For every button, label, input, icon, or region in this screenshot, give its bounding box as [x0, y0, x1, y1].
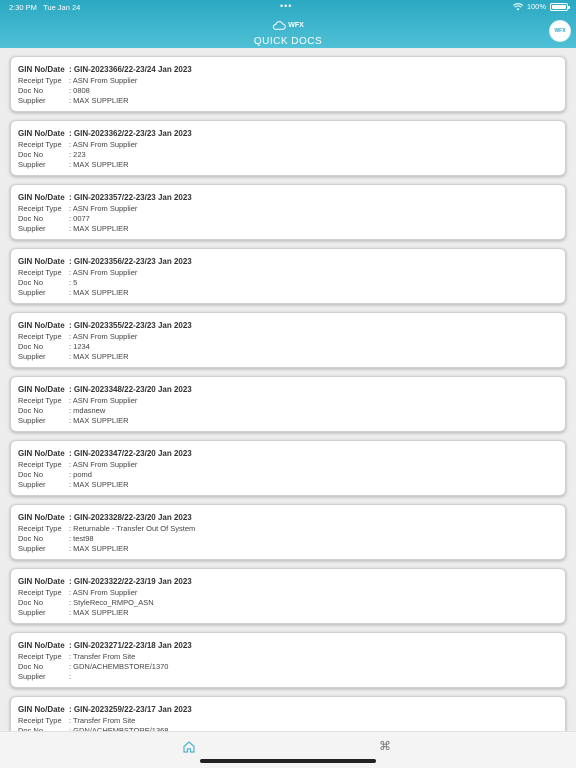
- supplier-row: [18, 224, 558, 234]
- gin-value: : GIN-2023366/22-23/24 Jan 2023: [69, 65, 192, 74]
- doc-no-row: [18, 534, 558, 544]
- supplier-value: :: [69, 671, 72, 681]
- gin-card[interactable]: [10, 184, 566, 240]
- gin-value: : GIN-2023271/22-23/18 Jan 2023: [69, 641, 192, 650]
- wifi-icon: [513, 3, 523, 11]
- status-bar: [0, 0, 576, 14]
- gin-row: [18, 449, 558, 460]
- supplier-label: Supplier: [18, 287, 46, 297]
- receipt-type-row: [18, 332, 558, 342]
- supplier-label: Supplier: [18, 543, 46, 553]
- gin-row: [18, 705, 558, 716]
- gin-label: GIN No/Date: [18, 385, 65, 394]
- supplier-row: [18, 544, 558, 554]
- gin-card[interactable]: [10, 568, 566, 624]
- gin-value: : GIN-2023356/22-23/23 Jan 2023: [69, 257, 192, 266]
- receipt-type-row: [18, 140, 558, 150]
- supplier-value: : MAX SUPPLIER: [69, 95, 129, 105]
- receipt-type-row: [18, 652, 558, 662]
- status-right: [513, 2, 568, 11]
- supplier-value: : MAX SUPPLIER: [69, 479, 129, 489]
- page-title: QUICK DOCS: [253, 36, 323, 47]
- gin-label: GIN No/Date: [18, 257, 65, 266]
- doc-no-label: Doc No: [18, 341, 44, 351]
- receipt-type-value: : ASN From Supplier: [69, 460, 138, 469]
- gin-card[interactable]: [10, 248, 566, 304]
- doc-no-value: : GDN/ACHEMBSTORE/1370: [69, 661, 169, 671]
- receipt-type-label: Receipt Type: [18, 652, 62, 661]
- status-date: Tue Jan 24: [43, 3, 81, 12]
- status-time-value: 2:30 PM: [9, 3, 37, 12]
- gin-label: GIN No/Date: [18, 449, 65, 458]
- receipt-type-value: : ASN From Supplier: [69, 204, 138, 213]
- gin-value: : GIN-2023328/22-23/20 Jan 2023: [69, 513, 192, 522]
- supplier-row: [18, 672, 558, 682]
- supplier-row: [18, 352, 558, 362]
- doc-no-value: : StyleReco_RMPO_ASN: [69, 597, 154, 607]
- receipt-type-row: [18, 460, 558, 470]
- gin-value: : GIN-2023355/22-23/23 Jan 2023: [69, 321, 192, 330]
- doc-no-row: [18, 406, 558, 416]
- gin-label: GIN No/Date: [18, 129, 65, 138]
- gin-value: : GIN-2023362/22-23/23 Jan 2023: [69, 129, 192, 138]
- receipt-type-row: [18, 204, 558, 214]
- receipt-type-label: Receipt Type: [18, 204, 62, 213]
- receipt-type-value: : ASN From Supplier: [69, 140, 138, 149]
- gin-value: : GIN-2023259/22-23/17 Jan 2023: [69, 705, 192, 714]
- gin-label: GIN No/Date: [18, 193, 65, 202]
- supplier-row: [18, 288, 558, 298]
- doc-no-row: [18, 86, 558, 96]
- gin-row: [18, 641, 558, 652]
- doc-no-value: : 5: [69, 277, 78, 287]
- doc-no-value: : mdasnew: [69, 405, 106, 415]
- gin-card[interactable]: [10, 120, 566, 176]
- doc-no-value: : 0808: [69, 85, 90, 95]
- supplier-label: Supplier: [18, 95, 46, 105]
- doc-no-label: Doc No: [18, 469, 44, 479]
- avatar-text: WFX: [554, 28, 566, 34]
- gin-card[interactable]: [10, 56, 566, 112]
- gin-label: GIN No/Date: [18, 641, 65, 650]
- gin-card[interactable]: [10, 632, 566, 688]
- doc-no-label: Doc No: [18, 661, 44, 671]
- supplier-value: : MAX SUPPLIER: [69, 415, 129, 425]
- gin-card[interactable]: [10, 376, 566, 432]
- receipt-type-label: Receipt Type: [18, 268, 62, 277]
- receipt-type-row: [18, 588, 558, 598]
- supplier-label: Supplier: [18, 415, 46, 425]
- doc-no-label: Doc No: [18, 85, 44, 95]
- doc-no-label: Doc No: [18, 149, 44, 159]
- doc-no-row: [18, 342, 558, 352]
- receipt-type-label: Receipt Type: [18, 460, 62, 469]
- gin-label: GIN No/Date: [18, 577, 65, 586]
- gin-row: [18, 193, 558, 204]
- receipt-type-value: : ASN From Supplier: [69, 332, 138, 341]
- receipt-type-value: : ASN From Supplier: [69, 268, 138, 277]
- supplier-value: : MAX SUPPLIER: [69, 543, 129, 553]
- app-header: [0, 0, 576, 48]
- gin-value: : GIN-2023357/22-23/23 Jan 2023: [69, 193, 192, 202]
- gin-value: : GIN-2023347/22-23/20 Jan 2023: [69, 449, 192, 458]
- supplier-row: [18, 416, 558, 426]
- supplier-value: : MAX SUPPLIER: [69, 607, 129, 617]
- doc-no-value: : 223: [69, 149, 86, 159]
- home-indicator: [200, 759, 376, 763]
- doc-no-row: [18, 278, 558, 288]
- gin-card[interactable]: [10, 504, 566, 560]
- doc-no-label: Doc No: [18, 533, 44, 543]
- doc-no-value: : test98: [69, 533, 94, 543]
- gin-row: [18, 65, 558, 76]
- receipt-type-label: Receipt Type: [18, 588, 62, 597]
- gin-value: : GIN-2023322/22-23/19 Jan 2023: [69, 577, 192, 586]
- brand: [0, 17, 576, 47]
- gin-row: [18, 513, 558, 524]
- home-icon[interactable]: [182, 740, 196, 754]
- doc-no-row: [18, 150, 558, 160]
- receipt-type-value: : Returnable - Transfer Out Of System: [69, 524, 196, 533]
- receipt-type-value: : ASN From Supplier: [69, 396, 138, 405]
- receipt-type-row: [18, 76, 558, 86]
- receipt-type-label: Receipt Type: [18, 76, 62, 85]
- supplier-label: Supplier: [18, 159, 46, 169]
- battery-icon: [550, 3, 568, 11]
- supplier-value: : MAX SUPPLIER: [69, 287, 129, 297]
- supplier-label: Supplier: [18, 479, 46, 489]
- receipt-type-value: : Transfer From Site: [69, 716, 136, 725]
- doc-no-label: Doc No: [18, 213, 44, 223]
- status-time: [9, 3, 80, 12]
- doc-no-value: : 1234: [69, 341, 90, 351]
- gin-label: GIN No/Date: [18, 513, 65, 522]
- receipt-type-row: [18, 716, 558, 726]
- receipt-type-label: Receipt Type: [18, 716, 62, 725]
- supplier-label: Supplier: [18, 223, 46, 233]
- supplier-row: [18, 96, 558, 106]
- supplier-value: : MAX SUPPLIER: [69, 159, 129, 169]
- gin-row: [18, 577, 558, 588]
- doc-no-row: [18, 470, 558, 480]
- supplier-label: Supplier: [18, 671, 46, 681]
- gin-label: GIN No/Date: [18, 705, 65, 714]
- avatar[interactable]: [549, 20, 571, 42]
- supplier-label: Supplier: [18, 607, 46, 617]
- gin-label: GIN No/Date: [18, 321, 65, 330]
- receipt-type-row: [18, 524, 558, 534]
- receipt-type-label: Receipt Type: [18, 396, 62, 405]
- cloud-icon: [272, 21, 286, 30]
- receipt-type-label: Receipt Type: [18, 140, 62, 149]
- brand-logo: [272, 20, 304, 32]
- gin-row: [18, 129, 558, 140]
- gin-row: [18, 385, 558, 396]
- supplier-row: [18, 480, 558, 490]
- doc-no-row: [18, 598, 558, 608]
- supplier-row: [18, 160, 558, 170]
- gin-label: GIN No/Date: [18, 65, 65, 74]
- receipt-type-value: : Transfer From Site: [69, 652, 136, 661]
- supplier-row: [18, 608, 558, 618]
- doc-no-label: Doc No: [18, 277, 44, 287]
- gin-row: [18, 257, 558, 268]
- doc-no-row: [18, 662, 558, 672]
- supplier-value: : MAX SUPPLIER: [69, 351, 129, 361]
- battery-percent: 100%: [526, 2, 546, 11]
- receipt-type-label: Receipt Type: [18, 332, 62, 341]
- doc-no-value: : 0077: [69, 213, 90, 223]
- receipt-type-value: : ASN From Supplier: [69, 588, 138, 597]
- gin-row: [18, 321, 558, 332]
- receipt-type-row: [18, 268, 558, 278]
- multitask-dots[interactable]: •••: [280, 1, 293, 11]
- receipt-type-row: [18, 396, 558, 406]
- receipt-type-value: : ASN From Supplier: [69, 76, 138, 85]
- tab-bar: [0, 731, 576, 768]
- command-icon[interactable]: ⌘: [379, 739, 391, 753]
- doc-no-row: [18, 214, 558, 224]
- doc-no-value: : pomd: [69, 469, 92, 479]
- gin-card[interactable]: [10, 312, 566, 368]
- receipt-type-label: Receipt Type: [18, 524, 62, 533]
- doc-no-label: Doc No: [18, 405, 44, 415]
- supplier-label: Supplier: [18, 351, 46, 361]
- gin-value: : GIN-2023348/22-23/20 Jan 2023: [69, 385, 192, 394]
- doc-no-label: Doc No: [18, 597, 44, 607]
- supplier-value: : MAX SUPPLIER: [69, 223, 129, 233]
- gin-list[interactable]: [0, 48, 576, 731]
- gin-card[interactable]: [10, 440, 566, 496]
- brand-name: WFX: [288, 22, 304, 29]
